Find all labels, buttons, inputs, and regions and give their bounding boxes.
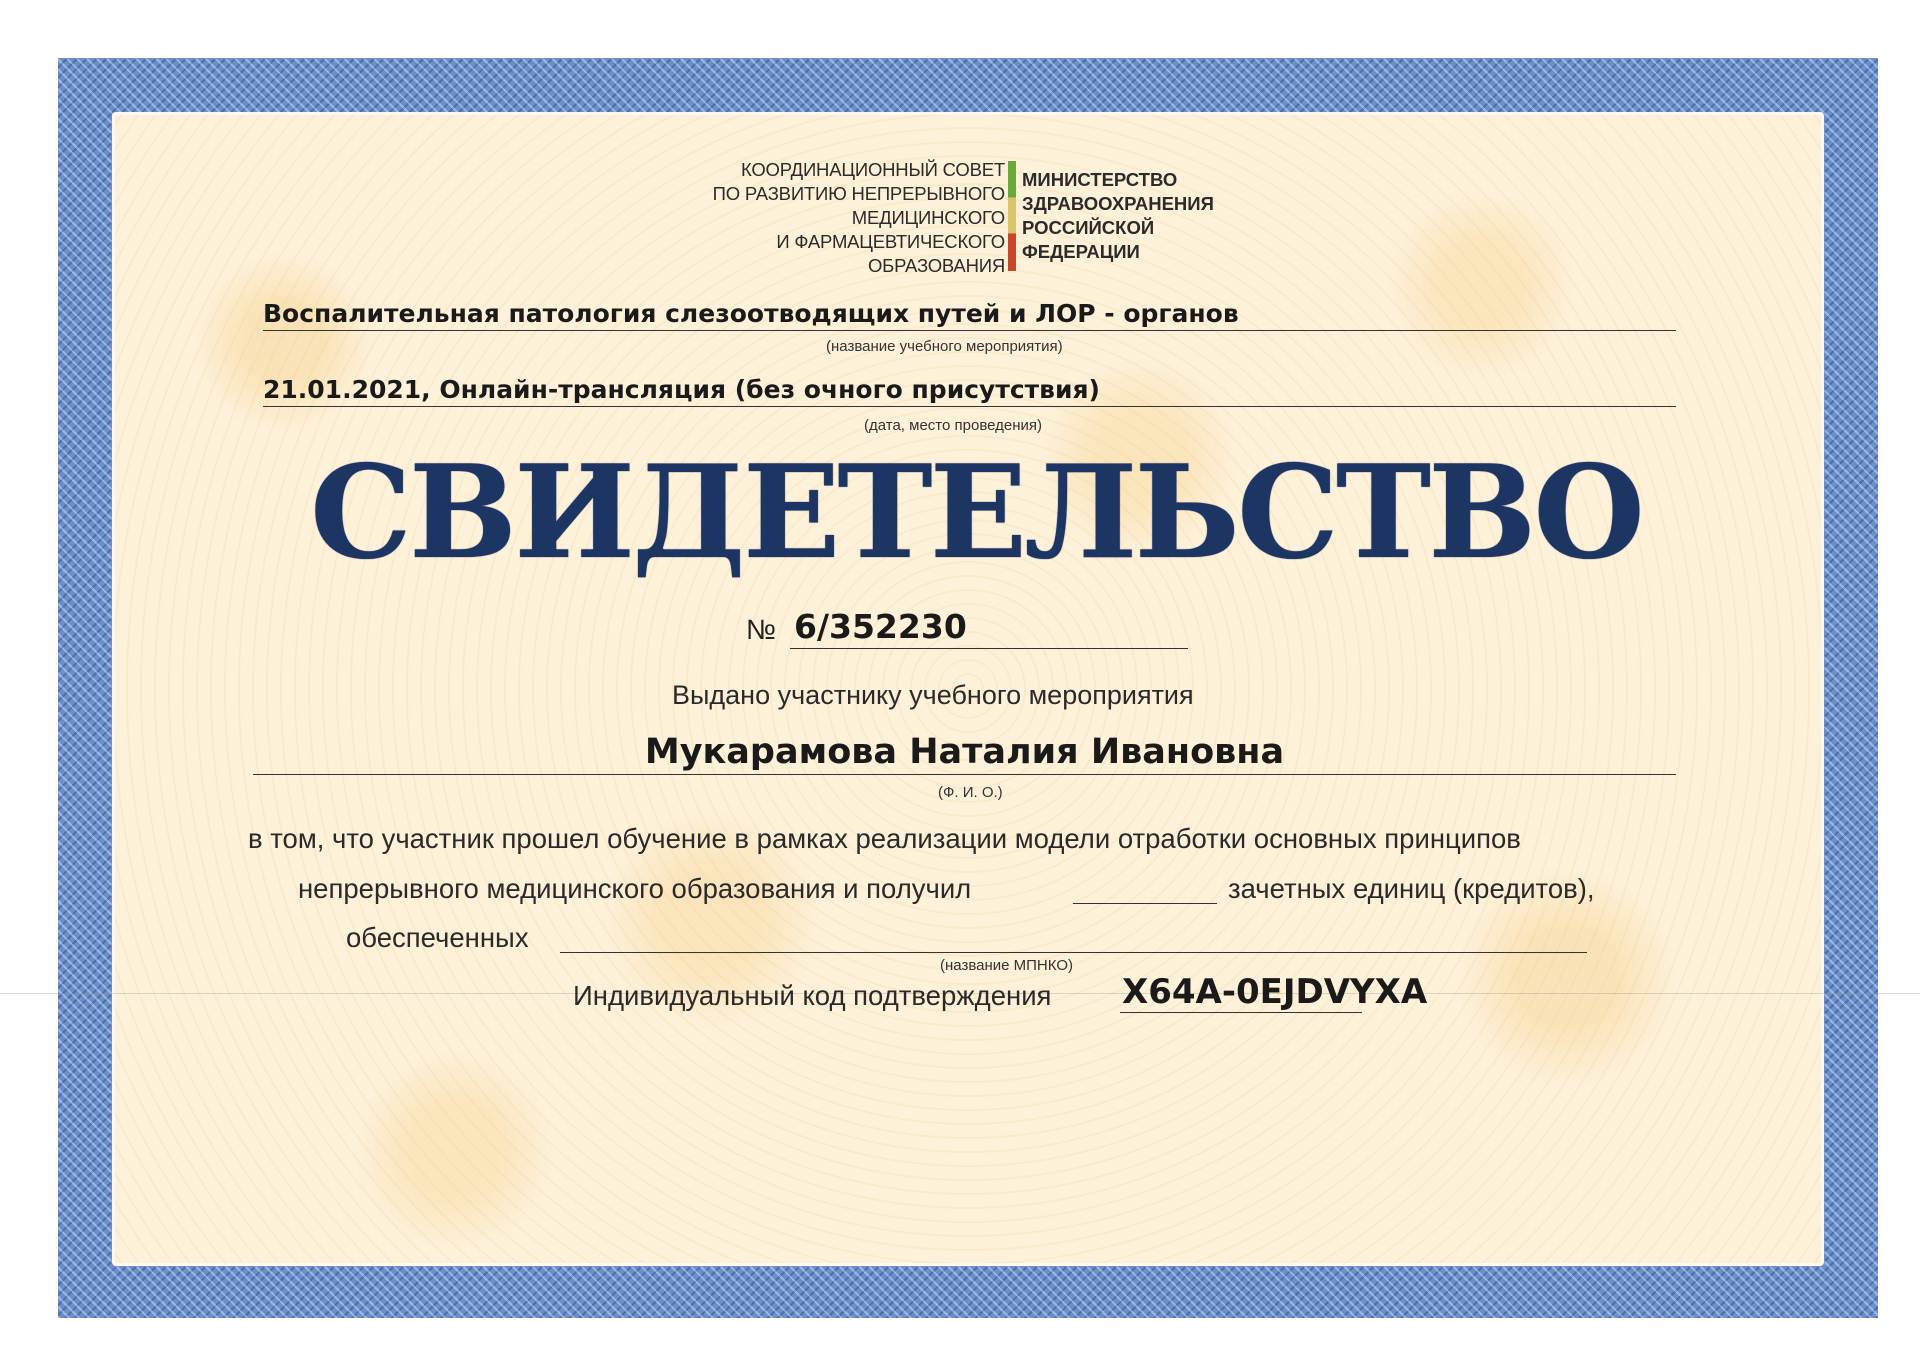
body-line-2-start: непрерывного медицинского образования и получил — [298, 873, 972, 904]
participant-name-field — [253, 734, 1676, 775]
participant-name-caption: (Ф. И. О.) — [938, 784, 1003, 801]
tricolor-bar-icon — [1008, 161, 1016, 271]
ministry-logo-text — [1022, 168, 1282, 264]
certificate-title: СВИДЕТЕЛЬСТВО — [310, 438, 1642, 588]
mpnko-blank — [560, 920, 1587, 953]
confirmation-code-field — [1120, 972, 1428, 1013]
number-sign: № — [746, 614, 777, 645]
event-date-place-caption: (дата, место проведения) — [864, 417, 1043, 434]
ministry-line: МИНИСТЕРСТВО — [1022, 169, 1178, 190]
event-name: Воспалительная патология слезоотводящих путей и ЛОР - органов — [263, 299, 1239, 328]
ministry-line: ЗДРАВООХРАНЕНИЯ — [1022, 193, 1214, 214]
body-line-3-start: обеспеченных — [346, 922, 529, 953]
body-line-2-end: зачетных единиц (кредитов), — [1228, 873, 1595, 904]
credits-blank — [1073, 873, 1217, 904]
council-line: МЕДИЦИНСКОГО — [851, 207, 1005, 228]
council-line: ПО РАЗВИТИЮ НЕПРЕРЫВНОГО — [712, 183, 1005, 204]
certificate-number: 6/352230 — [794, 607, 967, 646]
confirmation-code-label: Индивидуальный код подтверждения — [573, 980, 1052, 1011]
confirmation-code: X64A-0EJDVYXA — [1122, 972, 1428, 1012]
participant-name: Мукарамова Наталия Ивановна — [644, 732, 1285, 772]
event-name-field — [263, 300, 1676, 331]
event-date-place: 21.01.2021, Онлайн-трансляция (без очного присутствия) — [263, 375, 1100, 404]
issued-to-label: Выдано участнику учебного мероприятия — [672, 680, 1194, 710]
council-line: И ФАРМАЦЕВТИЧЕСКОГО — [776, 231, 1005, 252]
council-logo-text — [690, 158, 1005, 278]
ministry-line: ФЕДЕРАЦИИ — [1022, 241, 1140, 262]
mpnko-caption: (название МПНКО) — [940, 957, 1073, 974]
event-date-place-field — [263, 376, 1676, 407]
certificate-number-field — [790, 607, 1188, 649]
event-name-caption: (название учебного мероприятия) — [826, 338, 1063, 355]
council-line: КООРДИНАЦИОННЫЙ СОВЕТ — [740, 159, 1005, 180]
ministry-line: РОССИЙСКОЙ — [1022, 217, 1155, 238]
body-line-1: в том, что участник прошел обучение в рамках реализации модели отработки основных принципов — [248, 823, 1521, 854]
council-line: ОБРАЗОВАНИЯ — [867, 255, 1005, 276]
